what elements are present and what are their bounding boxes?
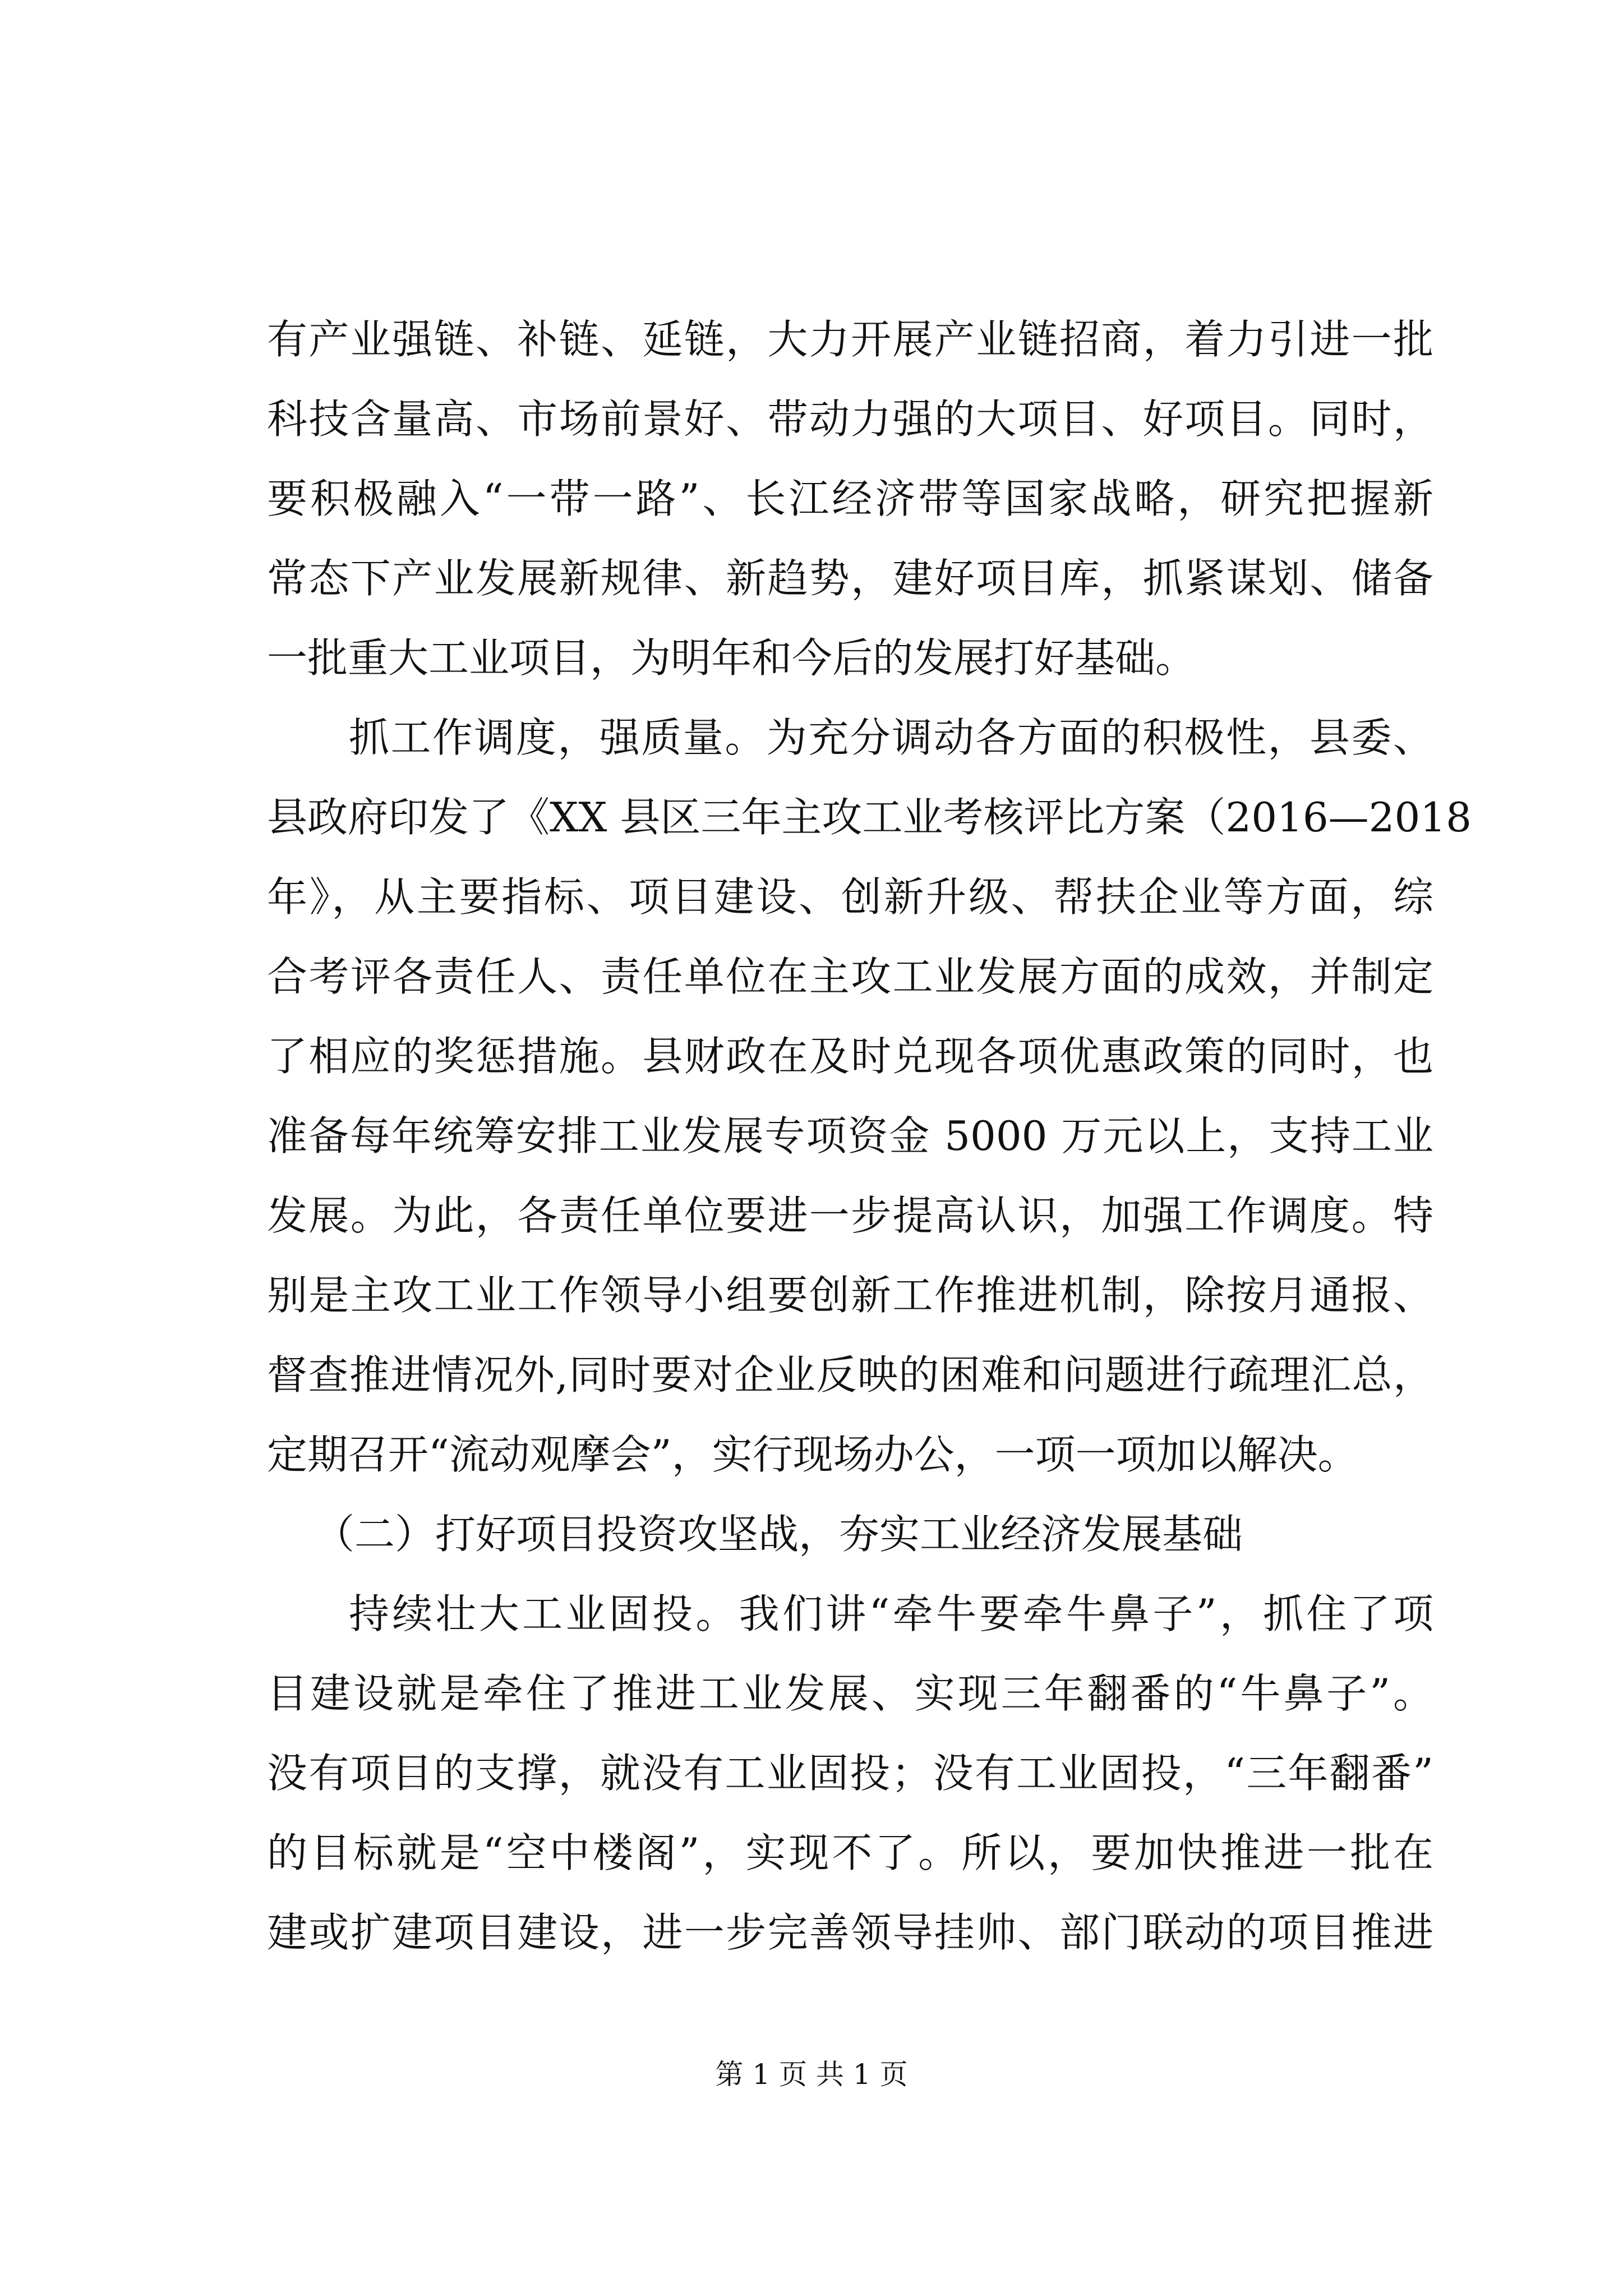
text-line: 的目标就是“空中楼阁”，实现不了。所以，要加快推进一批在: [267, 1829, 1433, 1876]
text-line: 建或扩建项目建设，进一步完善领导挂帅、部门联动的项目推进: [267, 1909, 1433, 1956]
text-line: 持续壮大工业固投。我们讲“牵牛要牵牛鼻子”，抓住了项: [349, 1590, 1433, 1637]
text-line: 没有项目的支撑，就没有工业固投；没有工业固投，“三年翻番”: [267, 1750, 1433, 1797]
text-line: 县政府印发了《XX 县区三年主攻工业考核评比方案（2016—2018: [267, 794, 1472, 841]
text-line: 发展。为此，各责任单位要进一步提高认识，加强工作调度。特: [267, 1192, 1433, 1239]
text-line: 督查推进情况外,同时要对企业反映的困难和问题进行疏理汇总，: [267, 1351, 1433, 1398]
text-line: 准备每年统筹安排工业发展专项资金 5000 万元以上，支持工业: [267, 1112, 1433, 1159]
text-line: 了相应的奖惩措施。县财政在及时兑现各项优惠政策的同时，也: [267, 1033, 1433, 1080]
section-heading: （二）打好项目投资攻坚战，夯实工业经济发展基础: [314, 1511, 1243, 1558]
text-line: 年》，从主要指标、项目建设、创新升级、帮扶企业等方面，综: [267, 873, 1433, 921]
text-line: 常态下产业发展新规律、新趋势，建好项目库，抓紧谋划、储备: [267, 555, 1433, 602]
page-footer: 第 1 页 共 1 页: [715, 2058, 908, 2091]
text-line: 有产业强链、补链、延链，大力开展产业链招商，着力引进一批: [267, 316, 1433, 363]
text-line: 抓工作调度，强质量。为充分调动各方面的积极性，县委、: [349, 714, 1433, 761]
text-line: 一批重大工业项目，为明年和今后的发展打好基础。: [267, 634, 1196, 682]
text-line: 别是主攻工业工作领导小组要创新工作推进机制，除按月通报、: [267, 1272, 1433, 1319]
text-line: 目建设就是牵住了推进工业发展、实现三年翻番的“牛鼻子”。: [267, 1670, 1433, 1717]
text-line: 要积极融入“一带一路”、长江经济带等国家战略，研究把握新: [267, 475, 1433, 522]
text-line: 合考评各责任人、责任单位在主攻工业发展方面的成效，并制定: [267, 953, 1433, 1000]
text-line: 科技含量高、市场前景好、带动力强的大项目、好项目。同时，: [267, 395, 1433, 443]
text-line: 定期召开“流动观摩会”，实行现场办公，一项一项加以解决。: [267, 1431, 1358, 1478]
document-body: [267, 300, 1472, 1972]
